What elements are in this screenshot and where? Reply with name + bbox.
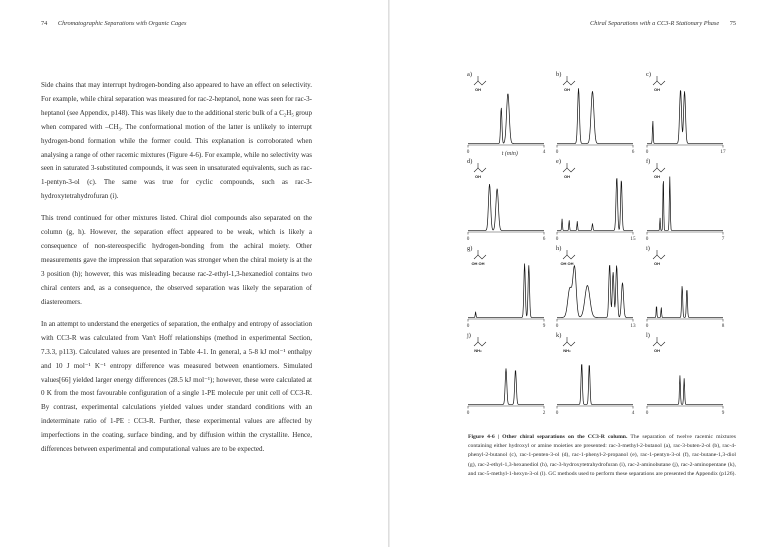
chart-3-tick-label-start: 0 bbox=[645, 149, 649, 155]
left-running-title: Chromatographic Separations with Organic Cages bbox=[57, 20, 187, 27]
paragraph-3: In an attempt to understand the energetics of separation, the enthalpy and entropy of association with CC3-R was calculated from Van't Hoff relationships (method in experimental Section, 7.3.3, p113). Calculated values are presented in Table 4-1. In general, a 5-8 kJ mol⁻¹ enthalpy and 10 J mol⁻¹ K⁻¹ entropy difference was measured between enantiomers. Simulated values[66] yielded larger energy differences (28.5 kJ mol⁻¹); however, these were calculated at 0 K from the most favourable configuration of a single 1-PE molecule per unit cell of CC3-R. By contrast, experimental calculations yielded values under standard conditions with an indeterminate ratio of 1-PE : CC3-R. Further, these experimental values are affected by imperfections in the coating, surface binding, and by diffusion within the crystallite. Hence, differences between experimental and computational values are to be expected. bbox=[41, 319, 312, 454]
chart-5-trace bbox=[557, 178, 633, 230]
chart-10-molecule-skeleton bbox=[474, 342, 486, 346]
chart-4-molecule-skeleton bbox=[474, 168, 486, 172]
chart-1-panel-label: a) bbox=[467, 71, 472, 78]
figure-4-6 bbox=[390, 0, 778, 430]
chart-4-tick-label-end: 6 bbox=[542, 236, 546, 242]
chart-3-trace bbox=[647, 90, 723, 143]
chart-1-tick-label-end: 4 bbox=[542, 149, 546, 155]
chart-3-panel-label: c) bbox=[646, 71, 651, 78]
chart-9-tick-label-start: 0 bbox=[645, 323, 649, 329]
chart-7-group-label: OH OH bbox=[471, 261, 485, 266]
chart-4-tick-label-start: 0 bbox=[466, 236, 470, 242]
chart-2-tick-label-start: 0 bbox=[555, 149, 559, 155]
chart-7-trace bbox=[468, 263, 544, 317]
left-page bbox=[0, 0, 388, 547]
chart-3-group-label: OH bbox=[654, 87, 660, 92]
chart-10-tick-label-start: 0 bbox=[466, 410, 470, 416]
caption-title: Figure 4-6 | Other chiral separations on the CC3-R column. bbox=[468, 434, 628, 440]
chart-1-x-label: t (min) bbox=[501, 151, 518, 157]
chart-5-molecule-skeleton bbox=[563, 168, 575, 172]
paragraph-2: This trend continued for other mixtures listed. Chiral diol compounds also separated on the column (g, h). However, the separation effect appeared to be weak, which is likely a consequence of non-stereospecific hydrogen-bonding from the achiral moiety. Other measurements gave the impression that separation was stronger when the chiral moiety is at the 3 position (h); however, this was misleading because rac-2-ethyl-1,3-hexanediol contains two chiral centers and, as a consequence, the observed separation was likely the separation of diastereomers. bbox=[41, 214, 312, 306]
chart-9-group-label: OH bbox=[654, 261, 660, 266]
chart-10-trace bbox=[468, 368, 544, 404]
chart-4-group-label: OH bbox=[475, 174, 481, 179]
chart-8-tick-label-start: 0 bbox=[555, 323, 559, 329]
chart-11-tick-label-start: 0 bbox=[555, 410, 559, 416]
chart-2-molecule-skeleton bbox=[563, 81, 575, 85]
right-page-number: 75 bbox=[729, 20, 736, 27]
chart-1-tick-label-start: 0 bbox=[466, 149, 470, 155]
chart-7-tick-label-end: 9 bbox=[542, 323, 546, 329]
chart-12-tick-label-end: 9 bbox=[721, 410, 725, 416]
chart-9-trace bbox=[647, 286, 723, 317]
chart-1-trace bbox=[468, 94, 544, 143]
chart-12-tick-label-start: 0 bbox=[645, 410, 649, 416]
chart-1-molecule-skeleton bbox=[474, 81, 486, 85]
right-running-title: Chiral Separations with a CC3-R Stationary Phase bbox=[590, 20, 720, 27]
chart-6-tick-label-start: 0 bbox=[645, 236, 649, 242]
chromatogram-grid bbox=[390, 0, 778, 430]
chart-10-group-label: NH₂ bbox=[474, 348, 482, 353]
chart-5-tick-label-end: 15 bbox=[630, 236, 636, 242]
chart-5-group-label: OH bbox=[564, 174, 570, 179]
chart-11-panel-label: k) bbox=[556, 332, 562, 339]
chart-7-tick-label-start: 0 bbox=[466, 323, 470, 329]
chart-10-tick-label-end: 2 bbox=[542, 410, 546, 416]
chart-1-group-label: OH bbox=[475, 87, 481, 92]
chart-8-molecule-skeleton bbox=[563, 255, 575, 259]
figure-caption bbox=[468, 433, 736, 479]
chart-8-tick-label-end: 13 bbox=[630, 323, 636, 329]
chart-12-panel-label: l) bbox=[646, 332, 650, 339]
left-page-number: 74 bbox=[41, 20, 48, 27]
chart-7-molecule-skeleton bbox=[474, 255, 486, 259]
chart-6-trace bbox=[647, 176, 723, 230]
right-page bbox=[390, 0, 778, 547]
chart-9-molecule-skeleton bbox=[653, 255, 665, 259]
chart-8-trace bbox=[557, 265, 633, 317]
chart-8-group-label: OH OH bbox=[560, 261, 574, 266]
chart-7-panel-label: g) bbox=[467, 245, 473, 252]
chart-4-trace bbox=[468, 184, 544, 230]
chart-2-tick-label-end: 6 bbox=[631, 149, 635, 155]
chart-6-molecule-skeleton bbox=[653, 168, 665, 172]
chart-12-group-label: OH bbox=[654, 348, 660, 353]
chart-5-panel-label: e) bbox=[556, 158, 561, 165]
chart-6-panel-label: f) bbox=[646, 158, 651, 165]
chart-2-group-label: OH bbox=[564, 87, 570, 92]
paragraph-1: Side chains that may interrupt hydrogen-bonding also appeared to have an effect on selectivity. For example, while chiral separation was measured for rac-2-heptanol, none was seen for rac-3-heptanol (see Appendix, p148). This was likely due to the additional steric bulk of a C₂H₅ group when compared with –CH₃. The conformational motion of the latter is unlikely to interrupt hydrogen-bond formation while the former could. This explanation is corroborated when analysing a range of other racemic mixtures (Figure 4-6). For example, while no selectivity was seen in saturated 3-substituted compounds, it was seen in unsaturated equivalents, such as rac-1-pentyn-3-ol (c). The same was true for cyclic compounds, such as rac-3-hydroxytetrahydrofuran (i). bbox=[41, 81, 312, 201]
chart-2-trace bbox=[557, 88, 633, 143]
chart-11-tick-label-end: 4 bbox=[631, 410, 635, 416]
chart-6-group-label: OH bbox=[654, 174, 660, 179]
chart-6-tick-label-end: 7 bbox=[721, 236, 725, 242]
chart-9-tick-label-end: 8 bbox=[721, 323, 725, 329]
caption-text: The separation of twelve racemic mixtures containing either hydroxyl or amine moieties are presented: rac-3-methyl-2-butanol (a), rac-3-buten-2-ol (b), rac-4-phenyl-2-butanol (c), rac-1-penten-3-ol (d), rac-1-phenyl-2-propanol (e), rac-1-pentyn-3-ol (f), rac-butane-1,3-diol (g), rac-2-ethyl-1,3-hexanediol (h), rac-3-hydroxytetrahydrofuran (i), rac-2-aminobutane (j), rac-2-aminopentane (k), and rac-5-methyl-1-hexyn-3-ol (l). GC methods used to perform these separations are presented the Appendix (p126). bbox=[468, 434, 737, 477]
chart-11-trace bbox=[557, 365, 633, 405]
left-running-head bbox=[41, 20, 187, 27]
chart-11-group-label: NH₂ bbox=[563, 348, 571, 353]
chart-4-panel-label: d) bbox=[467, 158, 473, 165]
chart-12-molecule-skeleton bbox=[653, 342, 665, 346]
chart-2-panel-label: b) bbox=[556, 71, 562, 78]
chart-12-trace bbox=[647, 375, 723, 404]
chart-3-molecule-skeleton bbox=[653, 81, 665, 85]
body-text bbox=[41, 79, 312, 465]
chart-10-panel-label: j) bbox=[467, 332, 471, 339]
chart-9-panel-label: i) bbox=[646, 245, 650, 252]
chart-5-tick-label-start: 0 bbox=[555, 236, 559, 242]
chart-8-panel-label: h) bbox=[556, 245, 562, 252]
chart-3-tick-label-end: 17 bbox=[720, 149, 726, 155]
chart-11-molecule-skeleton bbox=[563, 342, 575, 346]
